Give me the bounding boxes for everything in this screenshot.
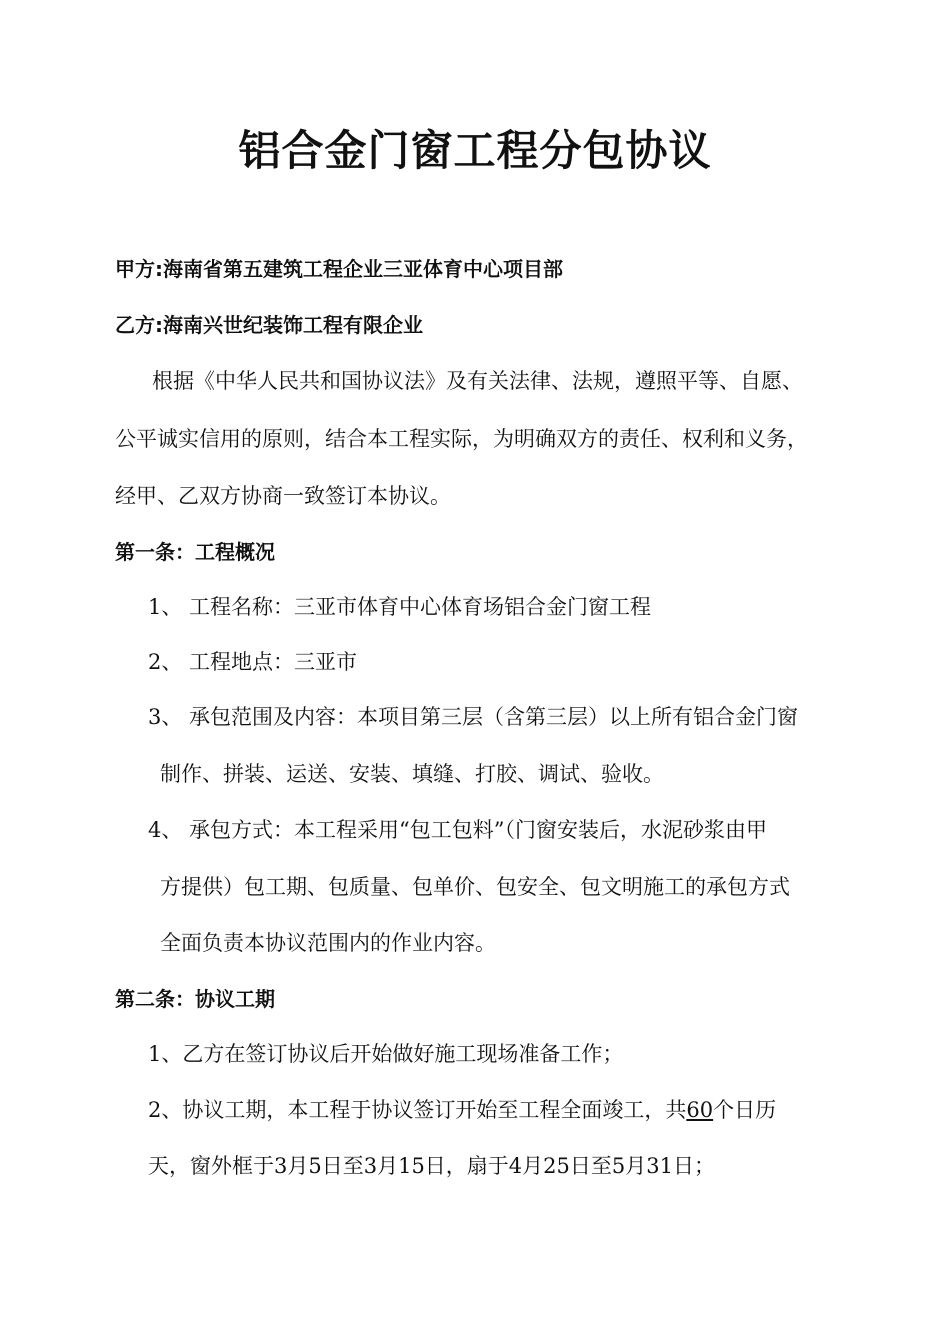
article2-item2-suffix: 个日历: [713, 1098, 777, 1122]
article2-heading: 第二条：协议工期: [115, 987, 275, 1011]
article2-item: [148, 1095, 776, 1125]
article1-item: 4、 承包方式：本工程采用“包工包料”（门窗安装后，水泥砂浆由甲: [148, 818, 768, 842]
article1-item-continuation: 制作、拼装、运送、安装、填缝、打胶、调试、验收。: [160, 762, 664, 786]
party-a: 甲方:海南省第五建筑工程企业三亚体育中心项目部: [115, 257, 563, 281]
article1-item: 2、 工程地点：三亚市: [148, 650, 358, 674]
article1-item-continuation: 方提供）包工期、包质量、包单价、包安全、包文明施工的承包方式: [160, 875, 790, 899]
contract-days: 60: [686, 1098, 714, 1122]
party-b: 乙方:海南兴世纪装饰工程有限企业: [115, 313, 423, 337]
preamble-line: 根据《中华人民共和国协议法》及有关法律、法规，遵照平等、自愿、: [152, 369, 803, 393]
article2-item: 1、乙方在签订协议后开始做好施工现场准备工作；: [148, 1042, 624, 1066]
preamble-line: 经甲、乙双方协商一致签订本协议。: [115, 484, 451, 508]
article1-item-continuation: 全面负责本协议范围内的作业内容。: [160, 931, 496, 955]
article1-item: 3、 承包范围及内容：本项目第三层（含第三层）以上所有铝合金门窗: [148, 705, 799, 729]
article1-heading: 第一条：工程概况: [115, 540, 275, 564]
article2-item-continuation: 天，窗外框于3月5日至3月15日，扇于4月25日至5月31日；: [148, 1154, 715, 1178]
preamble-line: 公平诚实信用的原则，结合本工程实际，为明确双方的责任、权利和义务，: [115, 427, 808, 451]
article1-item: 1、 工程名称：三亚市体育中心体育场铝合金门窗工程: [148, 595, 652, 619]
article2-item2-text: 2、协议工期，本工程于协议签订开始至工程全面竣工，共: [148, 1098, 687, 1122]
document-title: 铝合金门窗工程分包协议: [238, 126, 712, 175]
